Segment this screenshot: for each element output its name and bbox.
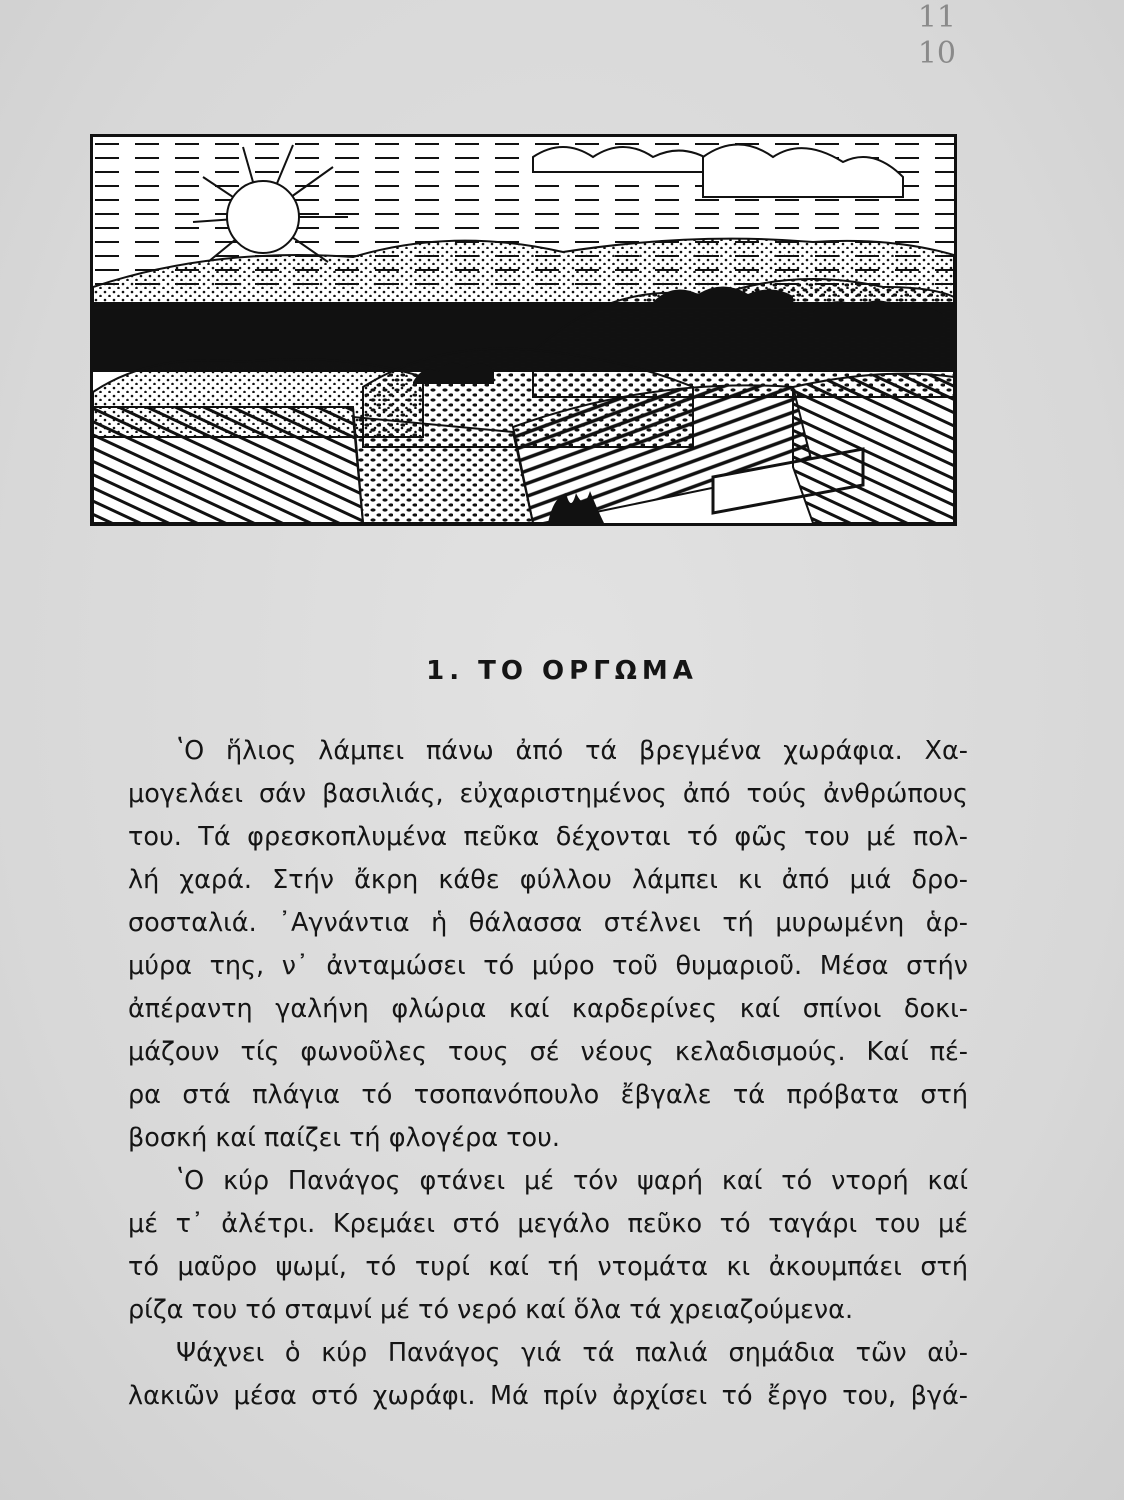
text-line: μέ τ᾿ ἀλέτρι. Κρεμάει στό μεγάλο πεῦκο τό ταγάρι του μέ	[128, 1209, 968, 1239]
bleed-through-page-numbers	[916, 0, 956, 72]
text-line: ʽΟ ἥλιος λάμπει πάνω ἀπό τά βρεγμένα χωράφια. Χα-	[176, 736, 968, 766]
text-line: ʽΟ κύρ Πανάγος φτάνει μέ τόν ψαρή καί τό ντορή καί	[176, 1166, 968, 1196]
body-text	[128, 730, 968, 1418]
chapter-title: 1. ΤΟ ΟΡΓΩΜΑ	[426, 656, 698, 686]
text-line: ρα στά πλάγια τό τσοπανόπουλο ἔβγαλε τά πρόβατα στή	[128, 1080, 968, 1110]
text-line: ρίζα του τό σταμνί μέ τό νερό καί ὅλα τά χρειαζούμενα.	[128, 1295, 854, 1325]
left-field	[93, 407, 363, 523]
text-line: Ψάχνει ὁ κύρ Πανάγος γιά τά παλιά σημάδια τῶν αὐ-	[176, 1338, 968, 1368]
text-line: σοσταλιά. ᾿Αγνάντια ἡ θάλασσα στέλνει τή μυρωμένη ἁρ-	[128, 908, 968, 938]
dotted-field	[353, 417, 533, 523]
text-line: μογελάει σάν βασιλιάς, εὐχαριστημένος ἀπό τούς ἀνθρώπους	[128, 779, 968, 809]
text-line: μάζουν τίς φωνοῦλες τους σέ νέους κελαδισμούς. Καί πέ-	[128, 1037, 968, 1067]
text-line: τό μαῦρο ψωμί, τό τυρί καί τή ντομάτα κι ἀκουμπάει στή	[128, 1252, 968, 1282]
text-line: λή χαρά. Στήν ἄκρη κάθε φύλλου λάμπει κι ἀπό μιά δρο-	[128, 865, 968, 895]
page-number-11: 11	[917, 0, 956, 35]
text-line: μύρα της, ν᾿ ἀνταμώσει τό μύρο τοῦ θυμαριοῦ. Μέσα στήν	[128, 951, 968, 981]
text-line: λακιῶν μέσα στό χωράφι. Μά πρίν ἀρχίσει τό ἔργο του, βγά-	[128, 1381, 968, 1411]
text-line: βοσκή καί παίζει τή φλογέρα του.	[128, 1123, 561, 1153]
landscape-illustration	[90, 134, 957, 526]
page-number-10: 10	[917, 36, 956, 71]
right-field	[793, 374, 954, 523]
landscape-woodcut-svg	[93, 137, 954, 523]
text-line: του. Τά φρεσκοπλυμένα πεῦκα δέχονται τό φῶς του μέ πολ-	[128, 822, 968, 852]
text-line: ἀπέραντη γαλήνη φλώρια καί καρδερίνες καί σπίνοι δοκι-	[128, 994, 968, 1024]
cloud-left	[533, 147, 713, 172]
